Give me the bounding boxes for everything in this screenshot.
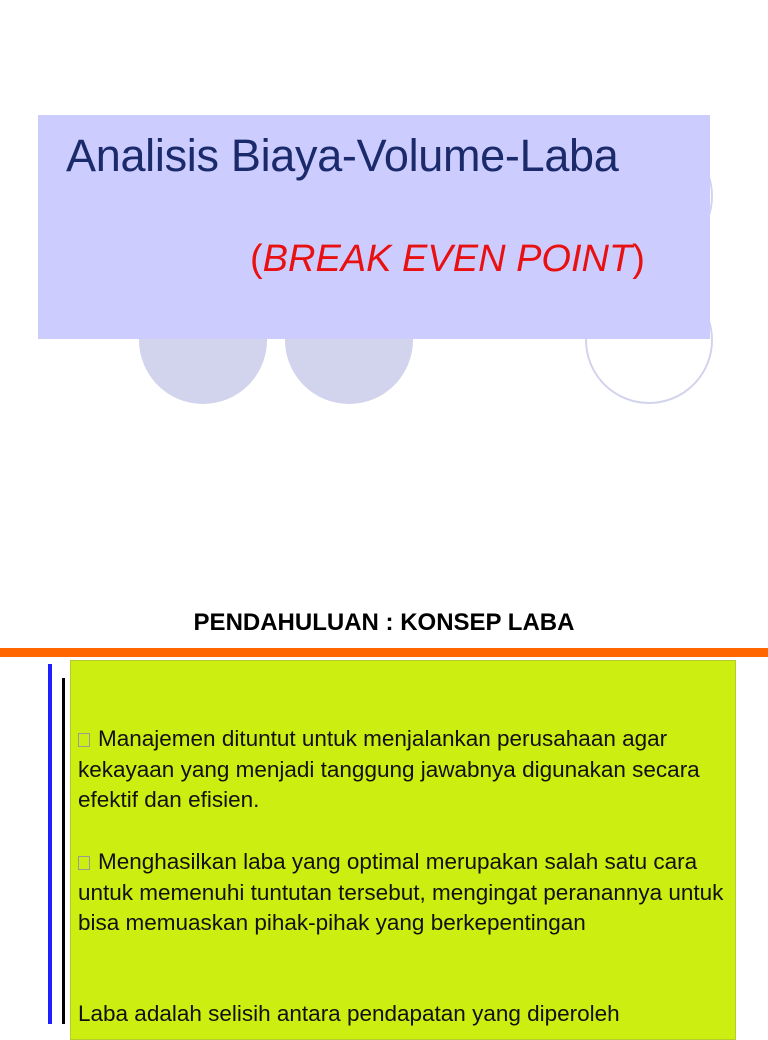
bullet-icon (78, 733, 90, 747)
slide-title: Analisis Biaya-Volume-Laba (66, 130, 619, 181)
paragraph-text: Manajemen dituntut untuk menjalankan perusahaan agar kekayaan yang menjadi tanggung jawabnya digunakan secara efektif dan efisien. (78, 726, 700, 812)
slide-subtitle (250, 238, 645, 281)
bullet-paragraph (78, 724, 728, 816)
divider-bar (0, 648, 768, 657)
subtitle-open-paren: ( (250, 238, 263, 280)
paragraph (78, 999, 728, 1030)
section-heading: PENDAHULUAN : KONSEP LABA (193, 609, 575, 636)
left-rule-blue (48, 664, 52, 1024)
left-rule-black (62, 678, 65, 1024)
subtitle-text: BREAK EVEN POINT (262, 238, 633, 280)
bullet-paragraph (78, 847, 728, 939)
paragraph-text: Menghasilkan laba yang optimal merupakan salah satu cara untuk memenuhi tuntutan tersebut, mengingat peranannya untuk bisa memuaskan pihak-pihak yang berkepentingan (78, 849, 724, 935)
bullet-icon (78, 856, 90, 870)
paragraph-text: Laba adalah selisih antara pendapatan yang diperoleh (78, 1001, 620, 1026)
subtitle-close-paren: ) (632, 238, 645, 280)
